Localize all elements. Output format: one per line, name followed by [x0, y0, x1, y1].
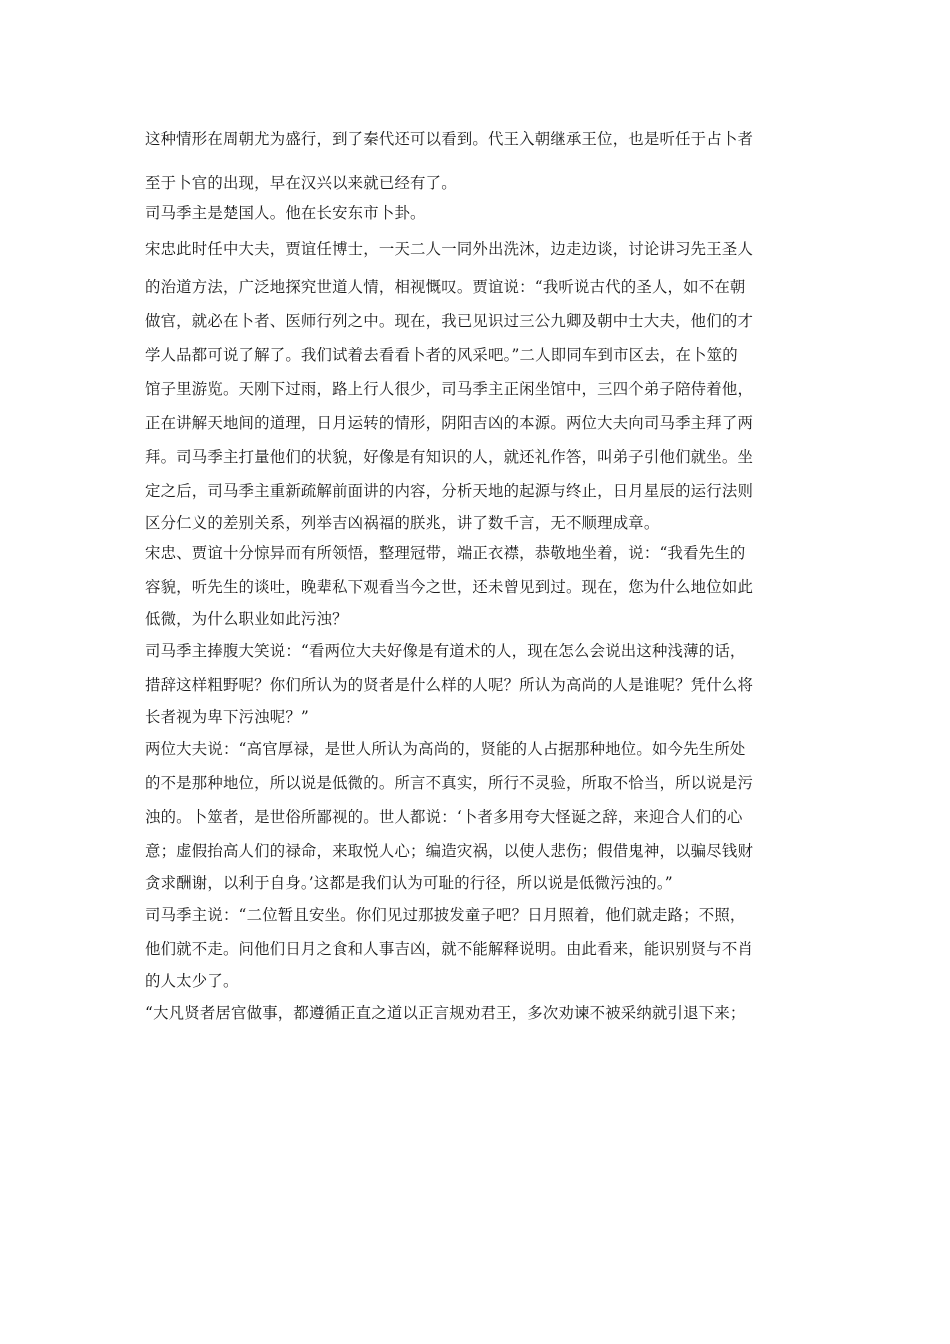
text-line-27: “大凡贤者居官做事，都遵循正直之道以正言规劝君王，多次劝谏不被采纳就引退下来； [145, 1004, 746, 1022]
text-line-3: 司马季主是楚国人。他在长安东市卜卦。 [145, 204, 426, 222]
text-line-4: 宋忠此时任中大夫，贾谊任博士，一天二人一同外出洗沐，边走边谈，讨论讲习先王圣人 [145, 240, 754, 258]
text-line-14: 容貌，听先生的谈吐，晚辈私下观看当今之世，还未曾见到过。现在，您为什么地位如此 [145, 578, 754, 596]
text-line-9: 正在讲解天地间的道理，日月运转的情形，阴阳吉凶的本源。两位大夫向司马季主拜了两 [145, 414, 754, 432]
text-line-19: 两位大夫说：“高官厚禄，是世人所认为高尚的，贤能的人占据那种地位。如今先生所处 [145, 740, 746, 758]
text-line-16: 司马季主捧腹大笑说：“看两位大夫好像是有道术的人，现在怎么会说出这种浅薄的话， [145, 642, 746, 660]
text-line-25: 他们就不走。问他们日月之食和人事吉凶，就不能解释说明。由此看来，能识别贤与不肖 [145, 940, 754, 958]
text-line-8: 馆子里游览。天刚下过雨，路上行人很少，司马季主正闲坐馆中，三四个弟子陪侍着他， [145, 380, 754, 398]
text-line-20: 的不是那种地位，所以说是低微的。所言不真实，所行不灵验，所取不恰当，所以说是污 [145, 774, 754, 792]
text-line-24: 司马季主说：“二位暂且安坐。你们见过那披发童子吧？日月照着，他们就走路；不照， [145, 906, 746, 924]
text-line-17: 措辞这样粗野呢？你们所认为的贤者是什么样的人呢？所认为高尚的人是谁呢？凭什么将 [145, 676, 754, 694]
text-line-7: 学人品都可说了解了。我们试着去看看卜者的风采吧。”二人即同车到市区去，在卜筮的 [145, 346, 738, 364]
text-line-11: 定之后，司马季主重新疏解前面讲的内容，分析天地的起源与终止，日月星辰的运行法则 [145, 482, 754, 500]
text-line-12: 区分仁义的差别关系，列举吉凶祸福的朕兆，讲了数千言，无不顺理成章。 [145, 514, 660, 532]
text-line-22: 意；虚假抬高人们的禄命，来取悦人心；编造灾祸，以使人悲伤；假借鬼神，以骗尽钱财 [145, 842, 754, 860]
text-line-26: 的人太少了。 [145, 972, 239, 990]
text-line-10: 拜。司马季主打量他们的状貌，好像是有知识的人，就还礼作答，叫弟子引他们就坐。坐 [145, 448, 754, 466]
text-line-21: 浊的。卜筮者，是世俗所鄙视的。世人都说：‘卜者多用夸大怪诞之辞，来迎合人们的心 [145, 808, 743, 826]
text-line-18: 长者视为卑下污浊呢？” [145, 708, 309, 726]
text-line-15: 低微，为什么职业如此污浊？ [145, 610, 348, 628]
document-body [145, 122, 810, 1030]
text-line-1: 这种情形在周朝尤为盛行，到了秦代还可以看到。代王入朝继承王位，也是听任于占卜者 [145, 130, 754, 148]
text-line-13: 宋忠、贾谊十分惊异而有所领悟，整理冠带，端正衣襟，恭敬地坐着，说：“我看先生的 [145, 544, 746, 562]
text-line-23: 贪求酬谢，以利于自身。’这都是我们认为可耻的行径，所以说是低微污浊的。” [145, 874, 673, 892]
text-line-2: 至于卜官的出现，早在汉兴以来就已经有了。 [145, 174, 457, 192]
text-line-5: 的治道方法，广泛地探究世道人情，相视慨叹。贾谊说：“我听说古代的圣人，如不在朝 [145, 278, 746, 296]
text-line-6: 做官，就必在卜者、医师行列之中。现在，我已见识过三公九卿及朝中士大夫，他们的才 [145, 312, 754, 330]
